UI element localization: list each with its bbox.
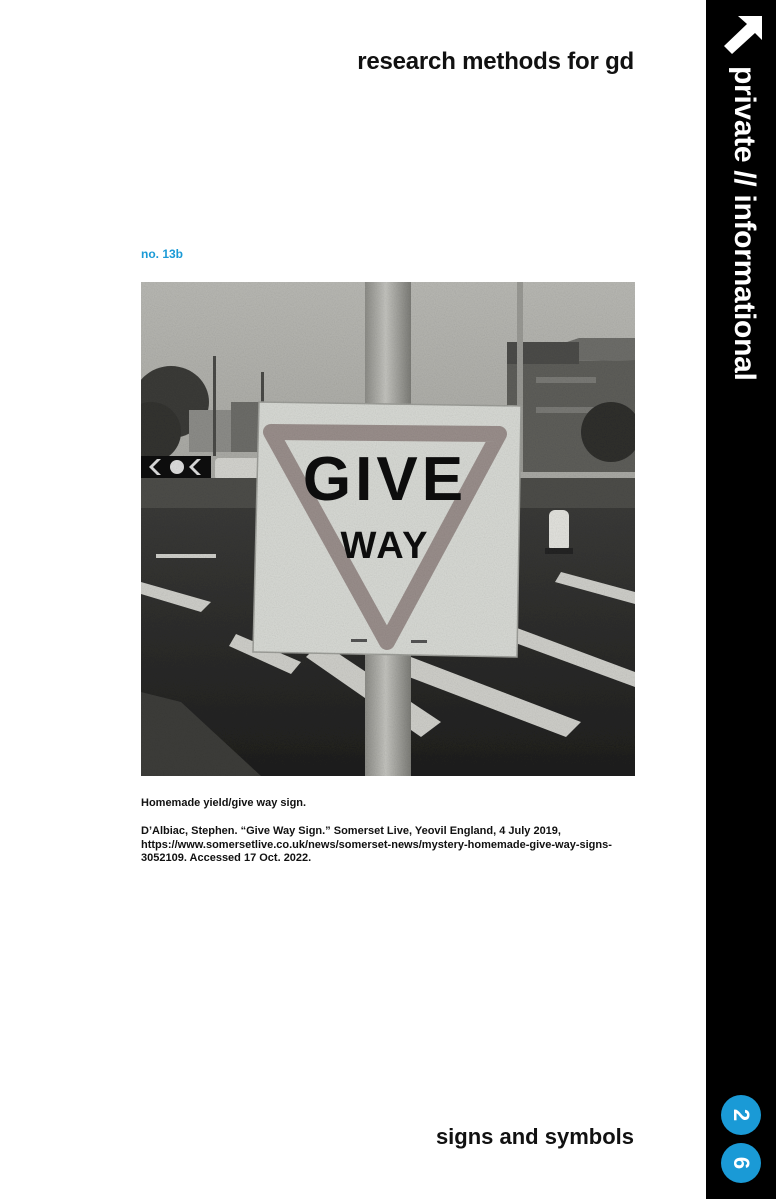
sidebar-label: private // informational [728, 66, 761, 381]
sidebar [706, 0, 776, 1199]
arrow-up-right-icon [724, 14, 764, 54]
page-number-digit-2: 6 [721, 1143, 761, 1183]
source-citation: D’Albiac, Stephen. “Give Way Sign.” Somerset Live, Yeovil England, 4 July 2019, https://www.somersetlive.co.uk/news/somerset-news/mystery-homemade-give-way-signs-3052109. Accessed 17 Oct. 2022. [141, 825, 612, 864]
item-number-label: no. 13b [141, 247, 184, 261]
page-header-title: research methods for gd [357, 48, 634, 75]
give-way-sign-photo [141, 282, 635, 776]
sign-text-give: GIVE [302, 445, 468, 514]
section-footer-title: signs and symbols [435, 1124, 634, 1149]
sign-text-way: WAY [340, 525, 430, 567]
page-number-digit-1: 2 [721, 1095, 761, 1135]
photo-caption: Homemade yield/give way sign. [141, 797, 307, 809]
